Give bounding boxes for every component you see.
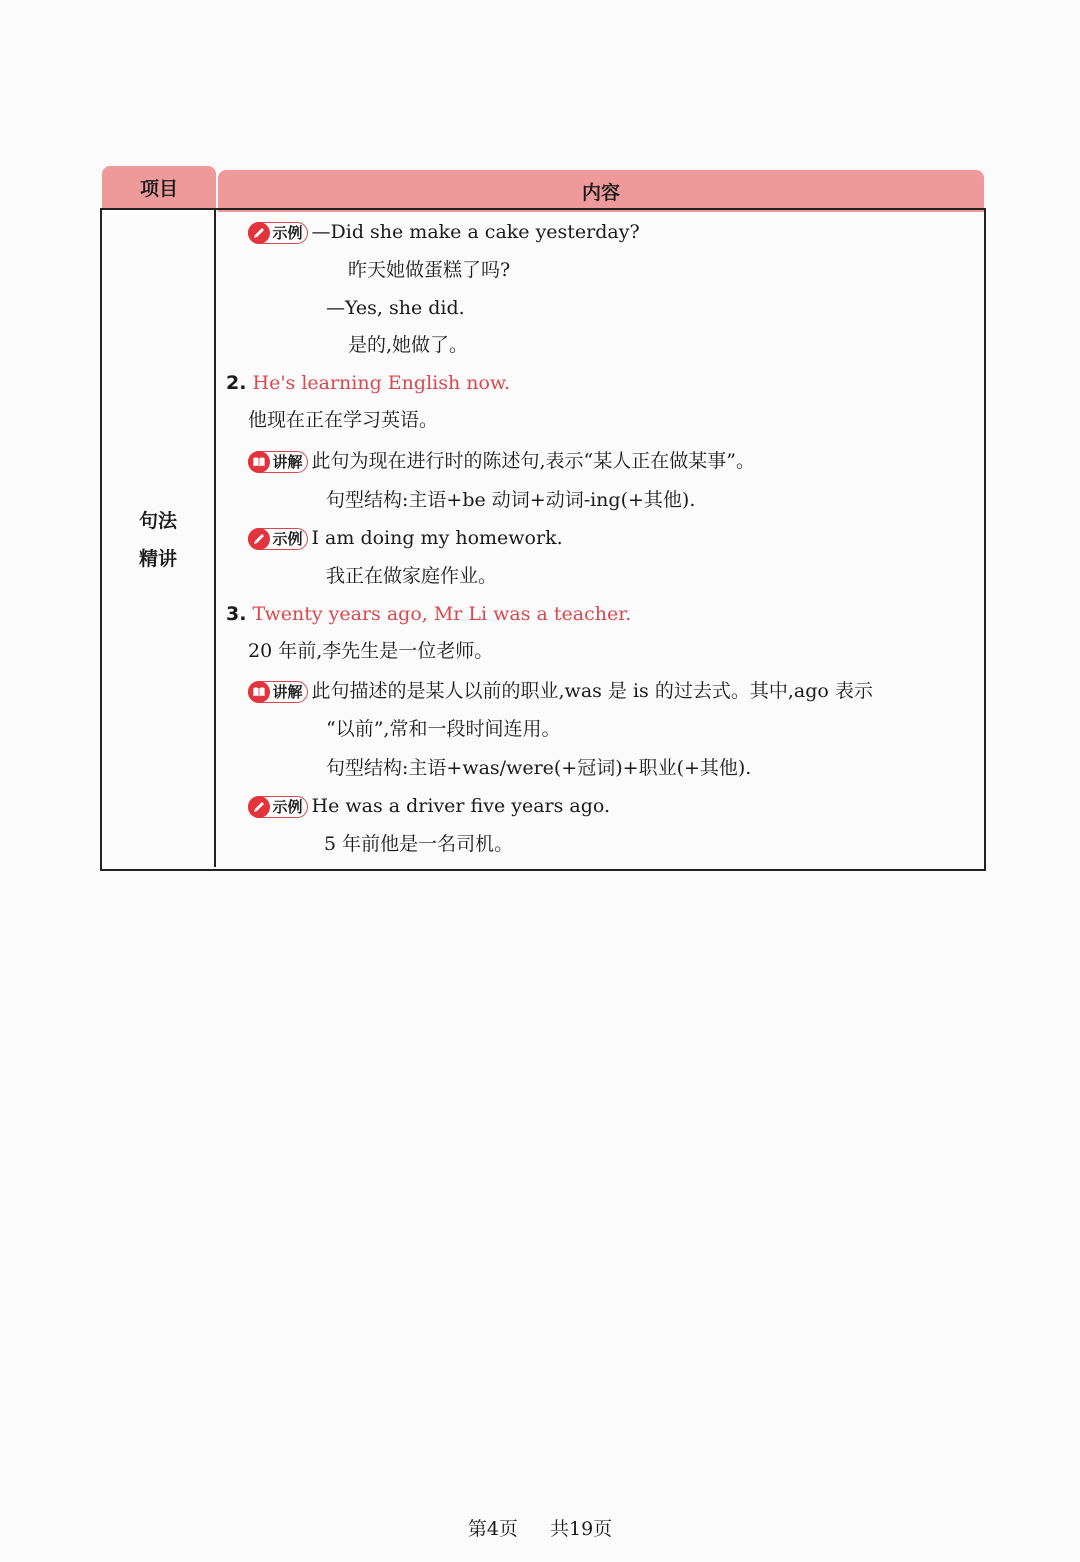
example-tag: 示例 (248, 222, 308, 244)
sentence-3-structure: 句型结构:主语+was/were(+冠词)+职业(+其他). (326, 757, 752, 779)
example-1-answer: —Yes, she did. (326, 297, 465, 319)
explain-tag: 讲解 (248, 451, 308, 473)
pen-icon (248, 528, 270, 550)
pen-icon (248, 222, 270, 244)
example-1-answer-cn: 是的,她做了。 (348, 334, 469, 356)
sentence-2-explain: 讲解 此句为现在进行时的陈述句,表示“某人正在做某事”。 (248, 449, 755, 473)
sentence-3-cn: 20 年前,李先生是一位老师。 (248, 640, 494, 662)
book-icon (248, 451, 270, 473)
pen-icon (248, 796, 270, 818)
example-tag: 示例 (248, 796, 308, 818)
row-label (114, 502, 202, 578)
example-1-question: 示例 —Did she make a cake yesterday? (248, 220, 640, 244)
sentence-3-example-cn: 5 年前他是一名司机。 (324, 833, 514, 855)
example-tag: 示例 (248, 528, 308, 550)
sentence-3-example: 示例 He was a driver five years ago. (248, 794, 610, 818)
sentence-3-explain: 讲解 此句描述的是某人以前的职业,was 是 is 的过去式。其中,ago 表示 (248, 679, 873, 703)
explain-tag: 讲解 (248, 681, 308, 703)
sentence-2-en: He's learning English now. (252, 372, 510, 394)
row-label-line1: 句法 (138, 510, 177, 532)
page-total: 共19页 (550, 1518, 613, 1540)
page-number: 第4页 (467, 1518, 518, 1540)
sentence-3-number: 3. (226, 603, 247, 625)
sentence-3-en: Twenty years ago, Mr Li was a teacher. (252, 603, 632, 625)
sentence-2-example: 示例 I am doing my homework. (248, 526, 563, 550)
page-footer (0, 1514, 1080, 1541)
sentence-3 (226, 602, 631, 626)
book-icon (248, 681, 270, 703)
header-item-column: 项目 (102, 166, 216, 208)
sentence-2-example-cn: 我正在做家庭作业。 (326, 565, 498, 587)
column-divider (214, 208, 216, 867)
sentence-3-explain-cont: “以前”,常和一段时间连用。 (326, 718, 561, 740)
example-1-question-cn: 昨天她做蛋糕了吗? (348, 259, 511, 281)
sentence-2-cn: 他现在正在学习英语。 (248, 409, 439, 431)
header-content-column: 内容 (218, 170, 984, 212)
sentence-2-structure: 句型结构:主语+be 动词+动词-ing(+其他). (326, 489, 696, 511)
sentence-2-number: 2. (226, 372, 247, 394)
row-label-line2: 精讲 (138, 548, 177, 570)
sentence-2 (226, 371, 510, 395)
